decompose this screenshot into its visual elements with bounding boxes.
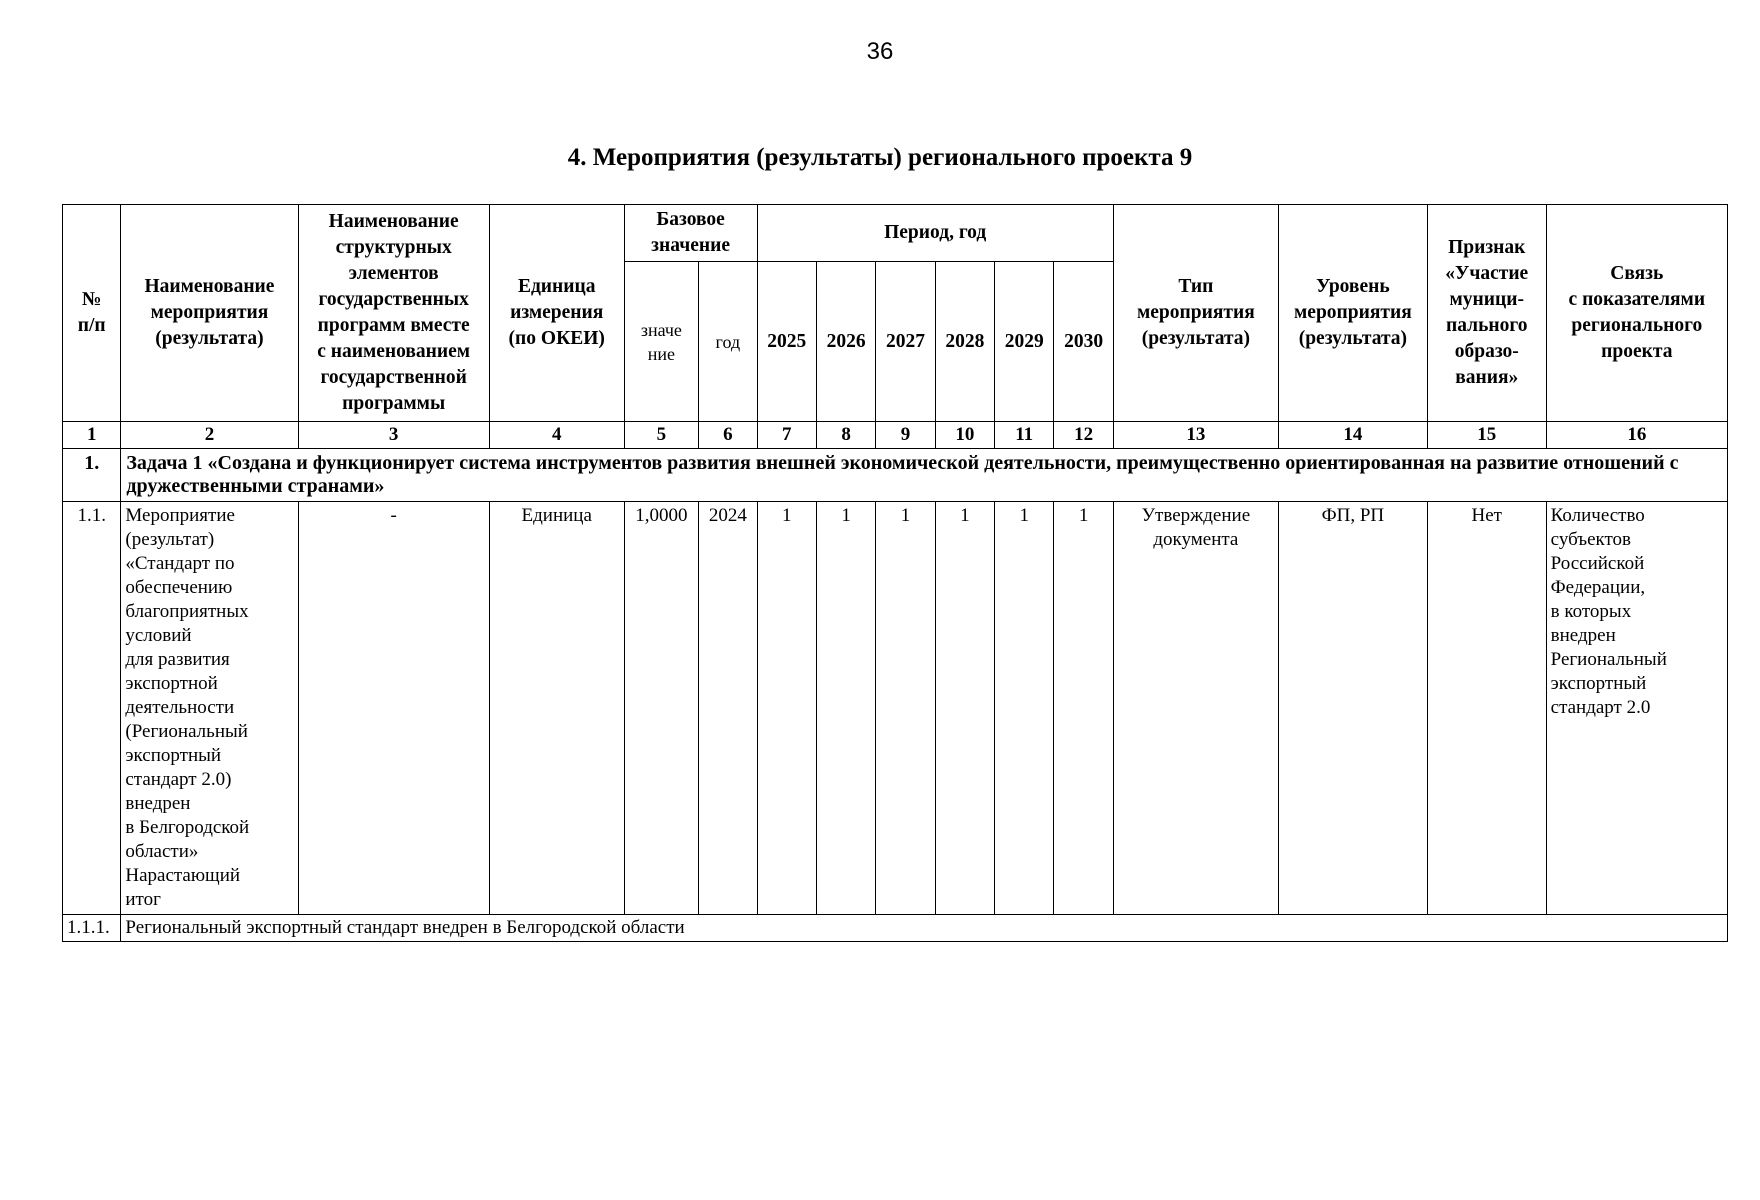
column-number: 7	[757, 422, 816, 449]
header-base-year: год	[699, 262, 757, 422]
header-year-2029: 2029	[995, 262, 1054, 422]
column-number: 1	[63, 422, 121, 449]
column-number: 11	[995, 422, 1054, 449]
header-base: Базовое значение	[624, 205, 757, 262]
row-name: Мероприятие (результат) «Стандарт по обеспечению благоприятных условий для развития экспортной деятельности (Региональный экспортный стандарт 2.0) внедрен в Белгородской области» Нарастающий итог	[121, 502, 298, 915]
row-base-value: 1,0000	[624, 502, 698, 915]
section-title: 4. Мероприятия (результаты) регионального проекта 9	[567, 144, 1193, 171]
header-unit: Единица измерения (по ОКЕИ)	[489, 205, 624, 422]
row-participation: Нет	[1427, 502, 1546, 915]
row-value-2026: 1	[816, 502, 875, 915]
row-value-2027: 1	[876, 502, 935, 915]
subrow	[63, 915, 1728, 942]
column-number: 3	[298, 422, 489, 449]
column-number: 5	[624, 422, 698, 449]
column-number: 10	[935, 422, 994, 449]
task-row	[63, 449, 1728, 502]
header-period: Период, год	[757, 205, 1113, 262]
header-year-2027: 2027	[876, 262, 935, 422]
column-number: 15	[1427, 422, 1546, 449]
subrow-index: 1.1.1.	[63, 915, 121, 942]
row-index: 1.1.	[63, 502, 121, 915]
header-name: Наименование мероприятия (результата)	[121, 205, 298, 422]
header-num: № п/п	[63, 205, 121, 422]
header-base-value: значе ние	[624, 262, 698, 422]
column-number: 14	[1278, 422, 1427, 449]
column-number: 8	[816, 422, 875, 449]
column-number-row	[63, 422, 1728, 449]
column-number: 13	[1113, 422, 1278, 449]
row-structural: -	[298, 502, 489, 915]
row-unit: Единица	[489, 502, 624, 915]
column-number: 4	[489, 422, 624, 449]
header-level: Уровень мероприятия (результата)	[1278, 205, 1427, 422]
subrow-text: Региональный экспортный стандарт внедрен в Белгородской области	[121, 915, 1728, 942]
results-table	[62, 204, 1728, 942]
column-number: 16	[1546, 422, 1727, 449]
header-structural: Наименование структурных элементов государственных программ вместе с наименованием государственной программы	[298, 205, 489, 422]
row-level: ФП, РП	[1278, 502, 1427, 915]
row-value-2029: 1	[995, 502, 1054, 915]
task-index: 1.	[63, 449, 121, 502]
header-link: Связь с показателями регионального проекта	[1546, 205, 1727, 422]
page-number: 36	[866, 38, 894, 65]
row-link: Количество субъектов Российской Федерации, в которых внедрен Региональный экспортный стандарт 2.0	[1546, 502, 1727, 915]
header-participation: Признак «Участие муници- пального образо- вания»	[1427, 205, 1546, 422]
header-row-1	[63, 205, 1728, 262]
column-number: 2	[121, 422, 298, 449]
row-type: Утверждение документа	[1113, 502, 1278, 915]
row-value-2030: 1	[1054, 502, 1113, 915]
table-row	[63, 502, 1728, 915]
task-text: Задача 1 «Создана и функционирует система инструментов развития внешней экономической деятельности, преимущественно ориентированная на развитие отношений с дружественными странами»	[121, 449, 1728, 502]
header-year-2026: 2026	[816, 262, 875, 422]
row-value-2025: 1	[757, 502, 816, 915]
header-year-2025: 2025	[757, 262, 816, 422]
row-base-year: 2024	[699, 502, 757, 915]
header-type: Тип мероприятия (результата)	[1113, 205, 1278, 422]
header-year-2028: 2028	[935, 262, 994, 422]
column-number: 6	[699, 422, 757, 449]
column-number: 12	[1054, 422, 1113, 449]
row-value-2028: 1	[935, 502, 994, 915]
header-year-2030: 2030	[1054, 262, 1113, 422]
column-number: 9	[876, 422, 935, 449]
